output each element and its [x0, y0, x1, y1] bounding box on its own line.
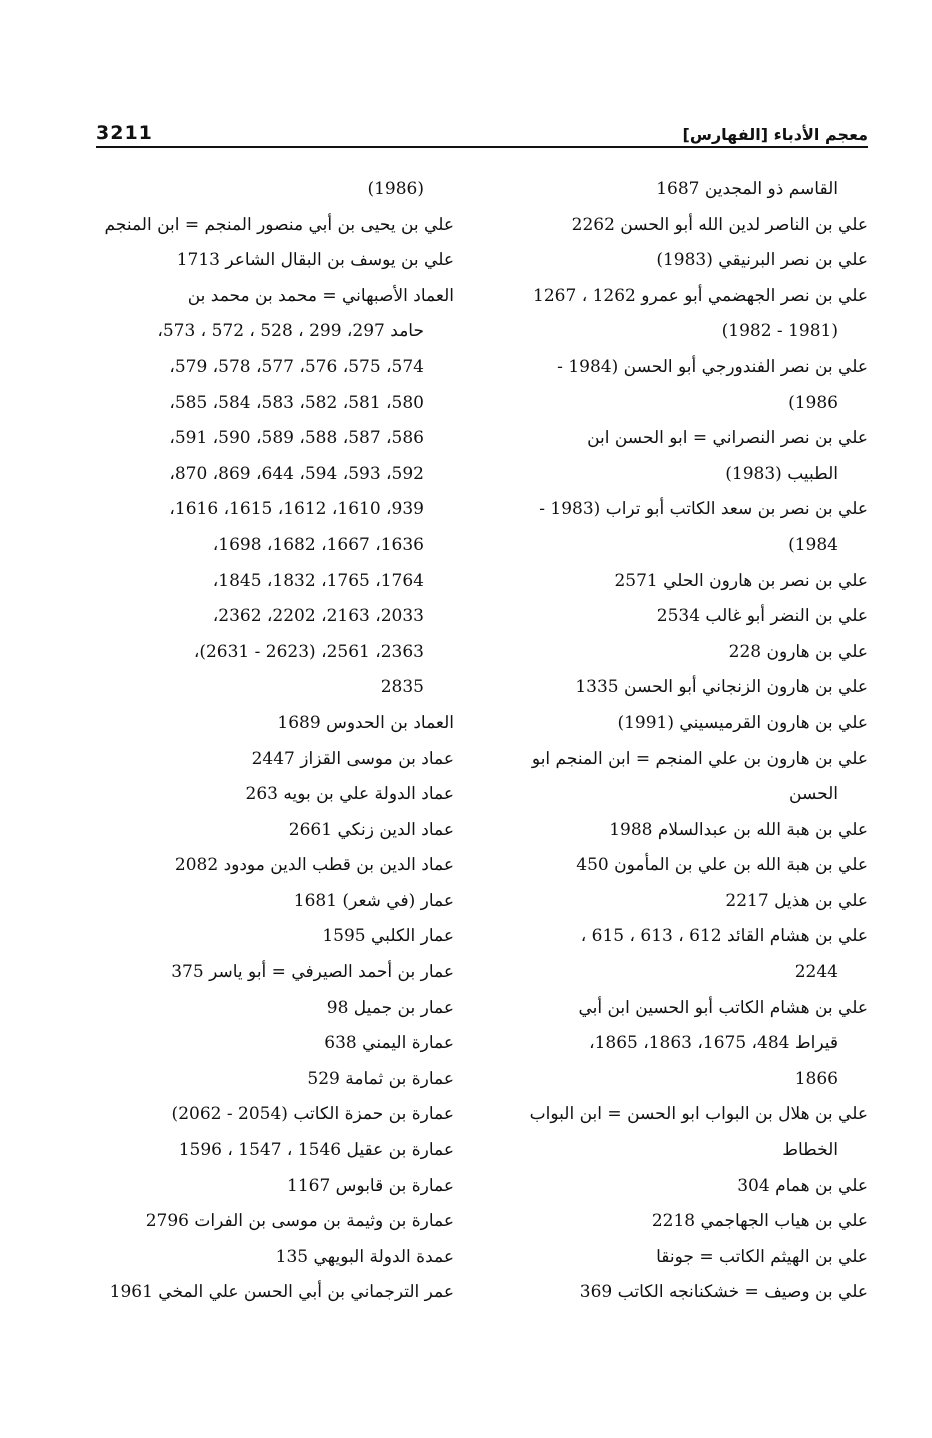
index-line: حامد 297، 299 ، 528 ، 572 ، 573، — [157, 321, 424, 342]
index-line: 1986) — [788, 392, 838, 413]
index-line: 1984) — [788, 534, 838, 555]
index-line: علي بن هارون القرميسيني (1991) — [617, 712, 868, 733]
index-line: عماد الدين بن قطب الدين مودود 2082 — [174, 855, 454, 876]
index-line: 2835 — [380, 677, 424, 698]
index-column-right — [506, 172, 868, 1311]
index-line: 592، 593، 594، 644، 869، 870، — [169, 463, 424, 484]
index-line: 1764، 1765، 1832، 1845، — [212, 570, 424, 591]
index-line: علي بن هشام القائد 612 ، 613 ، 615 ، — [580, 926, 868, 947]
index-line: علي بن هارون 228 — [728, 641, 868, 662]
index-line: (1981 - 1982) — [721, 321, 838, 342]
header-rule — [96, 146, 868, 148]
index-line: علي بن نصر بن سعد الكاتب أبو تراب (1983 - — [539, 499, 868, 520]
index-line: العماد الأصبهاني = محمد بن محمد بن — [187, 285, 454, 306]
index-line: عماد بن موسى القزاز 2447 — [251, 748, 454, 769]
index-line: عمار بن أحمد الصيرفي = أبو ياسر 375 — [171, 962, 454, 983]
index-line: علي بن يوسف بن البقال الشاعر 1713 — [176, 250, 454, 271]
book-title: معجم الأدباء [الفهارس] — [682, 125, 868, 144]
index-line: (1986) — [367, 179, 424, 199]
index-column-left — [98, 172, 454, 1311]
index-line: عماد الدولة علي بن بويه 263 — [245, 784, 454, 805]
index-line: 574، 575، 576، 577، 578، 579، — [169, 356, 424, 377]
index-line: 586، 587، 588، 589، 590، 591، — [169, 428, 424, 449]
index-line: علي بن نصر الجهضمي أبو عمرو 1262 ، 1267 — [533, 285, 868, 306]
index-line: علي بن هبة الله بن عبدالسلام 1988 — [609, 819, 868, 840]
page-number: 3211 — [96, 122, 153, 144]
index-line: قيراط 484، 1675، 1863، 1865، — [589, 1033, 838, 1054]
index-line: 1636، 1667، 1682، 1698، — [212, 534, 424, 555]
index-line: علي بن نصر البرنيقي (1983) — [656, 250, 868, 271]
index-line: علي بن هلال بن البواب ابو الحسن = ابن البواب — [529, 1104, 868, 1125]
index-line: عمارة اليمني 638 — [324, 1033, 454, 1054]
index-line: عمارة بن وثيمة بن موسى بن الفرات 2796 — [145, 1211, 454, 1232]
index-line: 2244 — [794, 962, 838, 983]
index-line: 2033، 2163، 2202، 2362، — [212, 606, 424, 627]
index-line: عمارة بن ثمامة 529 — [307, 1068, 454, 1089]
index-line: علي بن نصر بن هارون الحلي 2571 — [614, 570, 868, 591]
index-line: علي بن هبة الله بن علي بن المأمون 450 — [576, 855, 868, 876]
index-line: علي بن الناصر لدين الله أبو الحسن 2262 — [571, 214, 868, 235]
index-line: علي بن النضر أبو غالب 2534 — [656, 606, 868, 627]
index-line: علي بن وصيف = خشكنانجه الكاتب 369 — [579, 1282, 868, 1303]
index-line: علي بن يحيى بن أبي منصور المنجم = ابن المنجم — [104, 214, 454, 235]
index-line: عمارة بن حمزة الكاتب (2054 - 2062) — [171, 1104, 454, 1125]
index-line: 1866 — [794, 1068, 838, 1089]
index-line: الحسن — [789, 784, 838, 805]
index-line: عمارة بن قابوس 1167 — [287, 1175, 454, 1196]
index-line: الخطاط — [782, 1140, 838, 1161]
index-line: علي بن هذيل 2217 — [725, 890, 868, 911]
index-line: علي بن نصر النصراني = ابو الحسن ابن — [587, 428, 868, 449]
index-line: العماد بن الحدوس 1689 — [277, 712, 454, 733]
index-line: علي بن هارون الزنجاني أبو الحسن 1335 — [575, 677, 868, 698]
running-header — [96, 108, 868, 144]
index-line: عمدة الدولة البويهي 135 — [275, 1246, 454, 1267]
index-line: 580، 581، 582، 583، 584، 585، — [169, 392, 424, 413]
index-line: علي بن الهيثم الكاتب = جونقا — [656, 1246, 868, 1267]
index-line: عمار (في شعر) 1681 — [293, 890, 454, 911]
index-line: عمارة بن عقيل 1546 ، 1547 ، 1596 — [178, 1140, 454, 1161]
index-line: 2363، 2561، (2623 - 2631)، — [193, 641, 424, 662]
index-line: عمار بن جميل 98 — [326, 997, 454, 1018]
index-line: القاسم ذو المجدين 1687 — [656, 179, 838, 199]
index-line: علي بن همام 304 — [737, 1175, 868, 1196]
index-line: علي بن نصر الفندورجي أبو الحسن (1984 - — [557, 356, 868, 377]
index-line: علي بن هارون بن علي المنجم = ابن المنجم ابو — [531, 748, 868, 769]
index-line: عماد الدين زنكي 2661 — [288, 819, 454, 840]
index-line: 939، 1610، 1612، 1615، 1616، — [169, 499, 424, 520]
index-line: علي بن هشام الكاتب أبو الحسين ابن أبي — [578, 997, 868, 1018]
index-line: علي بن هياب الجهاجمي 2218 — [651, 1211, 868, 1232]
index-line: عمار الكلبي 1595 — [322, 926, 454, 947]
index-line: الطبيب (1983) — [725, 463, 838, 484]
index-line: عمر الترجماني بن أبي الحسن علي المخي 1961 — [109, 1282, 454, 1303]
